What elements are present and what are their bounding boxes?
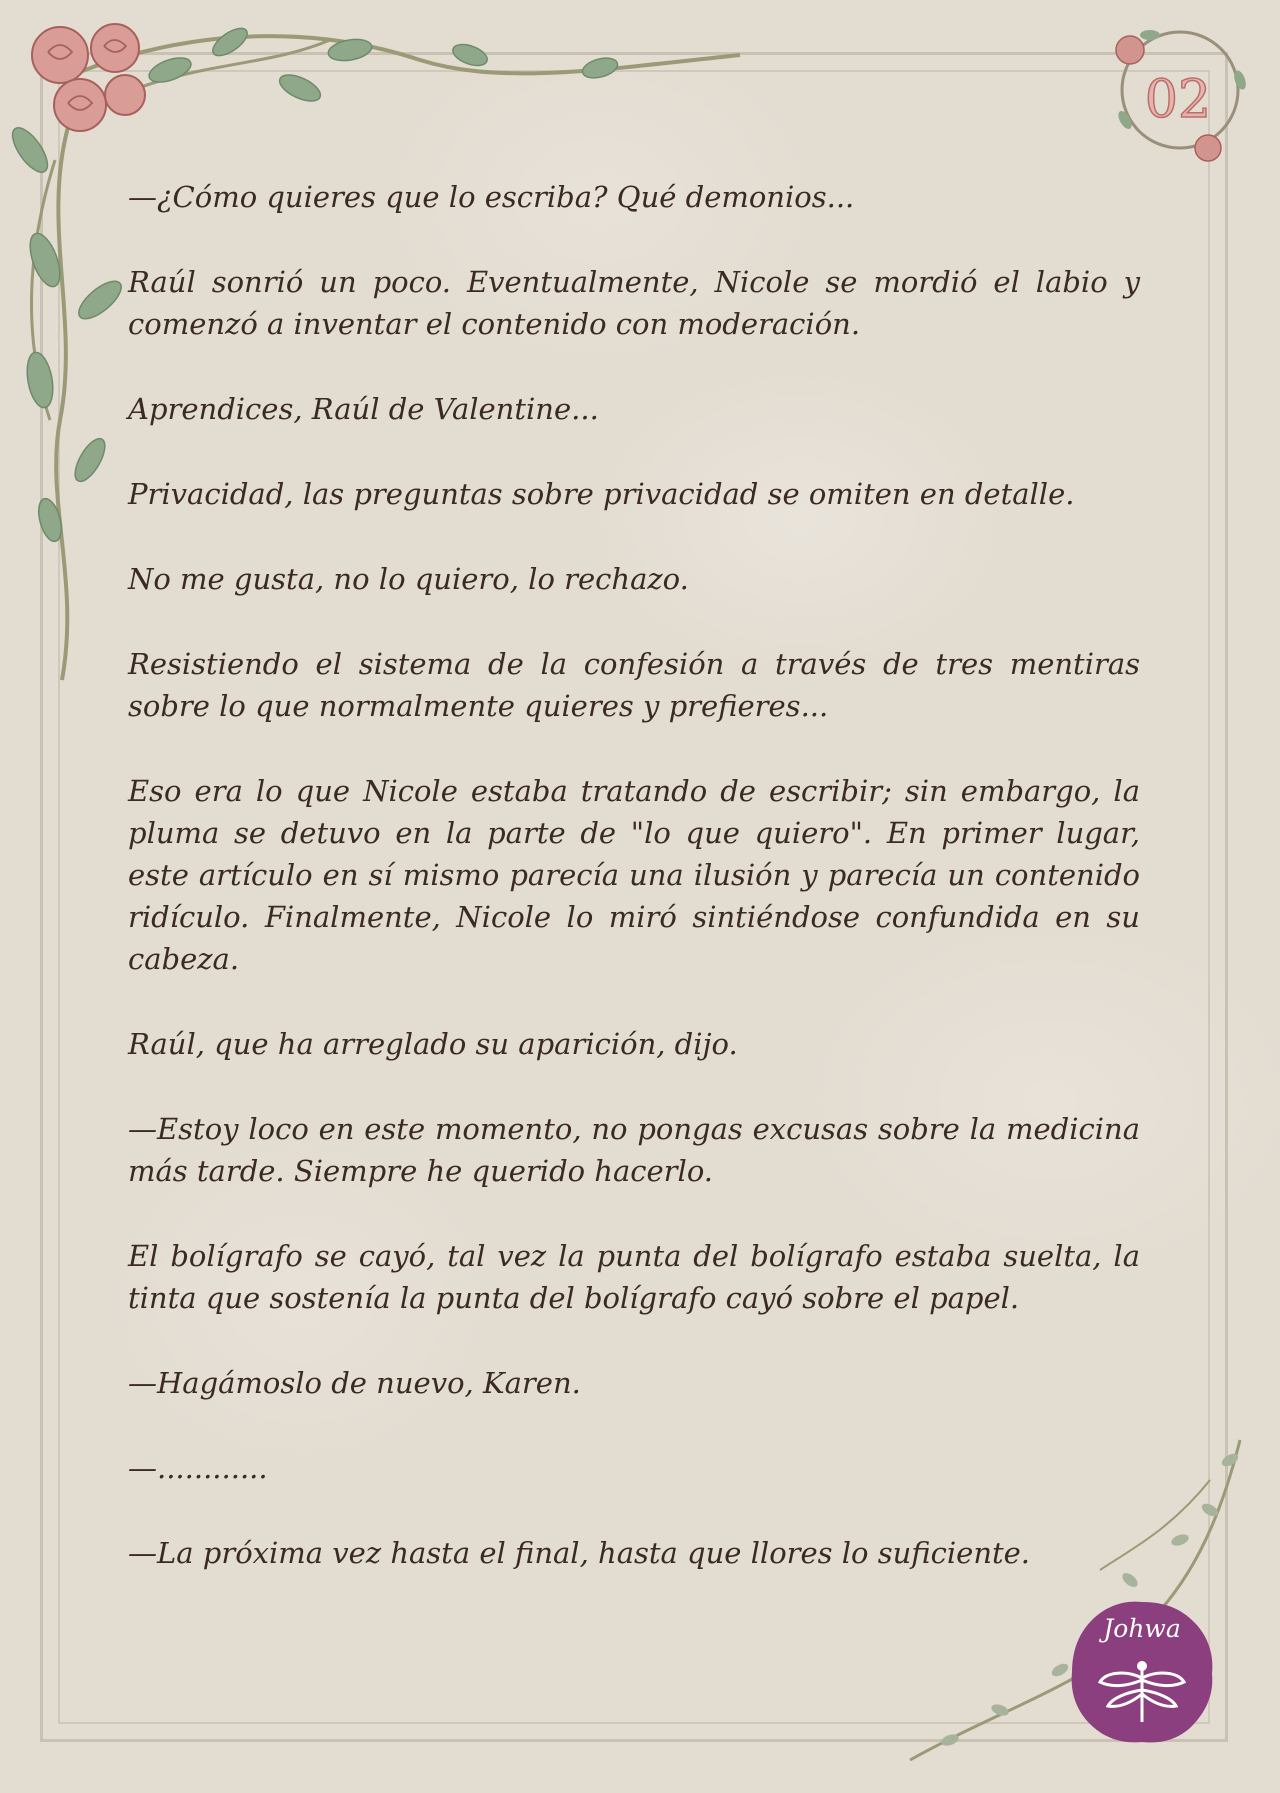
page-number: 02 [1144, 70, 1212, 130]
paragraph: —Estoy loco en este momento, no pongas excusas sobre la medicina más tarde. Siempre he querido hacerlo. [128, 1112, 1140, 1188]
chapter-text [128, 176, 1140, 1617]
paragraph: Aprendices, Raúl de Valentine... [128, 392, 599, 426]
paragraph: Resistiendo el sistema de la confesión a través de tres mentiras sobre lo que normalmente quieres y prefieres... [128, 647, 1140, 723]
paragraph: Raúl sonrió un poco. Eventualmente, Nicole se mordió el labio y comenzó a inventar el contenido con moderación. [128, 265, 1140, 341]
paragraph: No me gusta, no lo quiero, lo rechazo. [128, 562, 689, 596]
paragraph: Privacidad, las preguntas sobre privacidad se omiten en detalle. [128, 477, 1075, 511]
paragraph: —La próxima vez hasta el final, hasta que llores lo suficiente. [128, 1536, 1031, 1570]
paragraph: —Hagámoslo de nuevo, Karen. [128, 1366, 581, 1400]
paragraph: Eso era lo que Nicole estaba tratando de escribir; sin embargo, la pluma se detuvo en la parte de "lo que quiero". En primer lugar, este artículo en sí mismo parecía una ilusión y parecía un contenido ridículo. Finalmente, Nicole lo miró sintiéndose confundida en su cabeza. [128, 774, 1140, 976]
paragraph: —¿Cómo quieres que lo escriba? Qué demonios... [128, 180, 855, 214]
johwa-badge-label: Johwa [1103, 1614, 1181, 1643]
paragraph: El bolígrafo se cayó, tal vez la punta del bolígrafo estaba suelta, la tinta que sostenía la punta del bolígrafo cayó sobre el papel. [128, 1239, 1140, 1315]
paragraph: Raúl, que ha arreglado su aparición, dijo. [128, 1027, 738, 1061]
paragraph: —............ [128, 1451, 268, 1485]
